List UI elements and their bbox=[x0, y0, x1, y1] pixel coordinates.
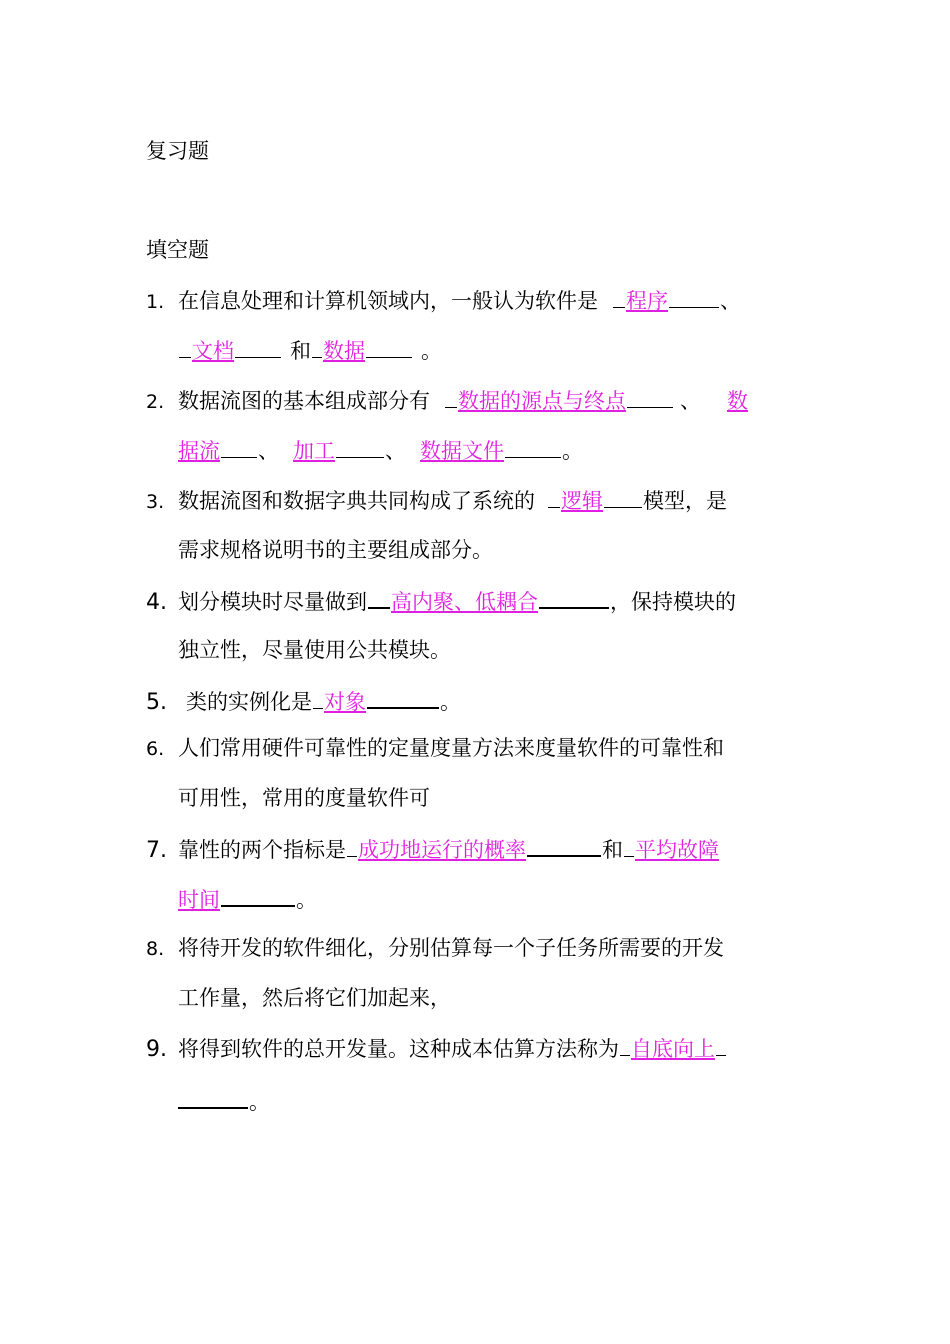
question-number: 4. bbox=[146, 590, 167, 615]
question-1-line-1: 1. 在信息处理和计算机领域内，一般认为软件是 程序 、 bbox=[146, 285, 826, 317]
question-4-line-1: 4. 划分模块时尽量做到 高内聚、低耦合 ，保持模块的 bbox=[146, 585, 826, 618]
question-4-line-2: 独立性，尽量使用公共模块。 bbox=[178, 638, 451, 662]
question-text: 在信息处理和计算机领域内，一般认为软件是 bbox=[178, 289, 598, 313]
section-heading: 填空题 bbox=[146, 238, 209, 262]
question-number: 5. bbox=[146, 690, 167, 715]
answer: 数据 bbox=[323, 339, 365, 363]
question-7-line-2: 时间 。 bbox=[178, 883, 858, 915]
question-6-line-2: 可用性，常用的度量软件可 bbox=[178, 786, 430, 810]
answer: 时间 bbox=[178, 888, 220, 912]
question-text: 人们常用硬件可靠性的定量度量方法来度量软件的可靠性和 bbox=[178, 736, 724, 760]
question-text: 类的实例化是 bbox=[186, 690, 312, 714]
question-1-line-2: 文档 和 数据 。 bbox=[178, 335, 858, 366]
question-5-line-1: 5. 类的实例化是 对象 。 bbox=[146, 685, 826, 718]
answer: 数 bbox=[727, 389, 748, 413]
question-8-line-1 bbox=[146, 933, 826, 964]
page-title: 复习题 bbox=[146, 139, 209, 163]
question-text: 将得到软件的总开发量。这种成本估算方法称为 bbox=[178, 1037, 619, 1061]
question-number: 1. bbox=[146, 291, 165, 313]
question-3-line-1: 3. 数据流图和数据字典共同构成了系统的 逻辑 模型，是 bbox=[146, 485, 826, 517]
answer: 自底向上 bbox=[631, 1037, 715, 1061]
answer: 高内聚、低耦合 bbox=[391, 590, 538, 614]
answer: 成功地运行的概率 bbox=[358, 838, 526, 862]
question-9-line-2: 。 bbox=[178, 1085, 858, 1117]
answer: 加工 bbox=[293, 439, 335, 463]
answer: 数据的源点与终点 bbox=[458, 389, 626, 413]
question-7-line-1: 7. 靠性的两个指标是 成功地运行的概率 和 平均故障 bbox=[146, 833, 826, 866]
question-text: 数据流图的基本组成部分有 bbox=[178, 389, 430, 413]
question-text: 数据流图和数据字典共同构成了系统的 bbox=[178, 489, 535, 513]
question-number: 7. bbox=[146, 838, 167, 863]
answer: 逻辑 bbox=[561, 489, 603, 513]
question-text: 划分模块时尽量做到 bbox=[178, 590, 367, 614]
question-text: 靠性的两个指标是 bbox=[178, 838, 346, 862]
question-2-line-1: 2. 数据流图的基本组成部分有 数据的源点与终点 、 数 bbox=[146, 385, 826, 417]
question-number: 8. bbox=[146, 938, 165, 960]
question-9-line-1 bbox=[146, 1033, 826, 1065]
question-3-line-2: 需求规格说明书的主要组成部分。 bbox=[178, 538, 493, 562]
answer: 对象 bbox=[324, 690, 366, 714]
question-text: 将待开发的软件细化，分别估算每一个子任务所需要的开发 bbox=[178, 936, 724, 960]
question-2-line-2: 据流 、 加工 、 数据文件 。 bbox=[178, 435, 858, 466]
question-number: 6. bbox=[146, 738, 165, 760]
question-number: 3. bbox=[146, 491, 165, 513]
question-number: 9. bbox=[146, 1037, 167, 1062]
answer: 据流 bbox=[178, 439, 220, 463]
question-6-line-1 bbox=[146, 733, 826, 764]
answer: 平均故障 bbox=[635, 838, 719, 862]
answer: 文档 bbox=[192, 339, 234, 363]
question-8-line-2: 工作量，然后将它们加起来， bbox=[178, 986, 451, 1010]
answer: 程序 bbox=[626, 289, 668, 313]
answer: 数据文件 bbox=[420, 439, 504, 463]
question-number: 2. bbox=[146, 391, 165, 413]
